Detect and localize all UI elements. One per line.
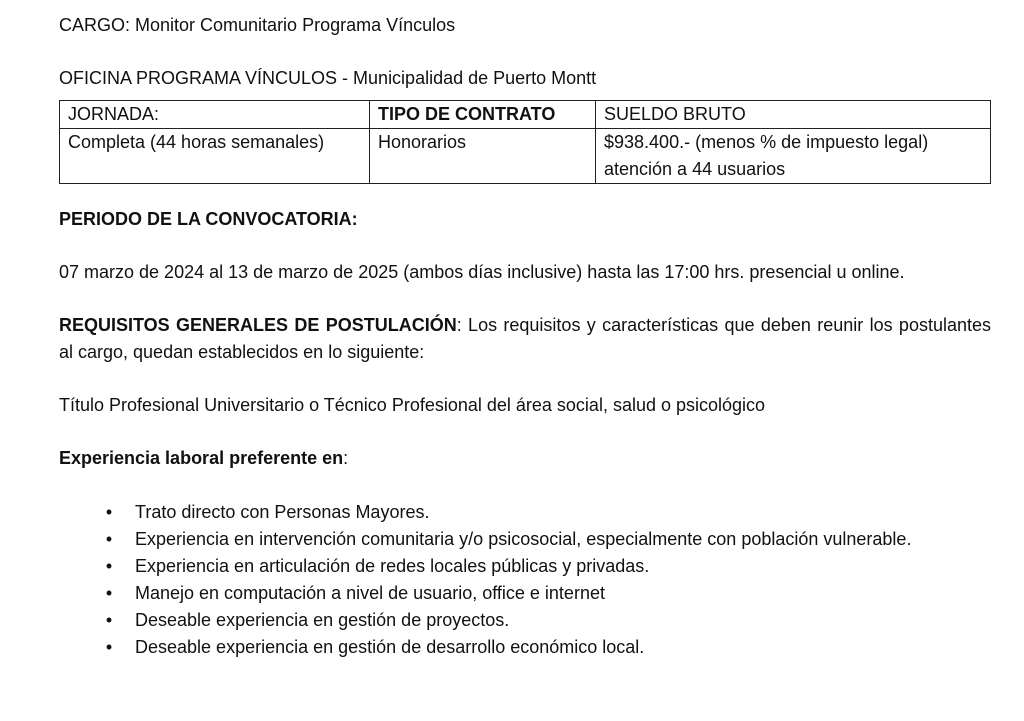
cell-sueldo-bruto: $938.400.- (menos % de impuesto legal) atención a 44 usuarios: [596, 129, 991, 184]
list-item-text: Deseable experiencia en gestión de desarrollo económico local.: [135, 637, 645, 657]
bullet-icon: •: [105, 502, 113, 522]
list-item-text: Deseable experiencia en gestión de proyectos.: [135, 610, 510, 630]
header-jornada: JORNADA:: [60, 101, 370, 129]
bullet-icon: •: [105, 529, 113, 549]
list-item-text: Experiencia en articulación de redes locales públicas y privadas.: [135, 556, 650, 576]
list-item: [59, 580, 935, 607]
experiencia-paragraph: [59, 445, 991, 472]
list-item-text: Experiencia en intervención comunitaria y/o psicosocial, especialmente con población vulnerable.: [135, 529, 912, 549]
bullet-icon: •: [105, 610, 113, 630]
list-item-text: Trato directo con Personas Mayores.: [135, 502, 430, 522]
table-header-row: [60, 101, 991, 129]
document-page: [59, 12, 991, 661]
requisitos-text: : Los requisitos y características que deben reunir los postulantes al cargo, quedan establecidos en lo siguiente:: [59, 315, 991, 362]
bullet-icon: •: [105, 556, 113, 576]
requisitos-heading: REQUISITOS GENERALES DE POSTULACIÓN: [59, 315, 457, 335]
cargo-line: CARGO: Monitor Comunitario Programa Vínculos: [59, 15, 456, 35]
experiencia-list: [59, 499, 991, 661]
header-sueldo-bruto: SUELDO BRUTO: [596, 101, 991, 129]
list-item: [59, 553, 935, 580]
titulo-text: Título Profesional Universitario o Técnico Profesional del área social, salud o psicológico: [59, 395, 766, 415]
list-item: [59, 607, 935, 634]
list-item: [59, 634, 935, 661]
list-item: [59, 526, 935, 553]
list-item: [59, 499, 935, 526]
requisitos-paragraph: [59, 312, 991, 366]
periodo-text: 07 marzo de 2024 al 13 de marzo de 2025 (ambos días inclusive) hasta las 17:00 hrs. presencial u online.: [59, 262, 905, 282]
list-item-text: Manejo en computación a nivel de usuario, office e internet: [135, 583, 605, 603]
bullet-icon: •: [105, 583, 113, 603]
job-info-table: [59, 100, 991, 184]
oficina-line: OFICINA PROGRAMA VÍNCULOS - Municipalidad de Puerto Montt: [59, 68, 597, 88]
bullet-icon: •: [105, 637, 113, 657]
cell-jornada: Completa (44 horas semanales): [60, 129, 370, 184]
periodo-heading: PERIODO DE LA CONVOCATORIA:: [59, 209, 358, 229]
header-tipo-contrato: TIPO DE CONTRATO: [370, 101, 596, 129]
table-row: [60, 129, 991, 184]
cell-tipo-contrato: Honorarios: [370, 129, 596, 184]
experiencia-heading: Experiencia laboral preferente en: [59, 448, 344, 468]
experiencia-colon: :: [343, 448, 349, 468]
